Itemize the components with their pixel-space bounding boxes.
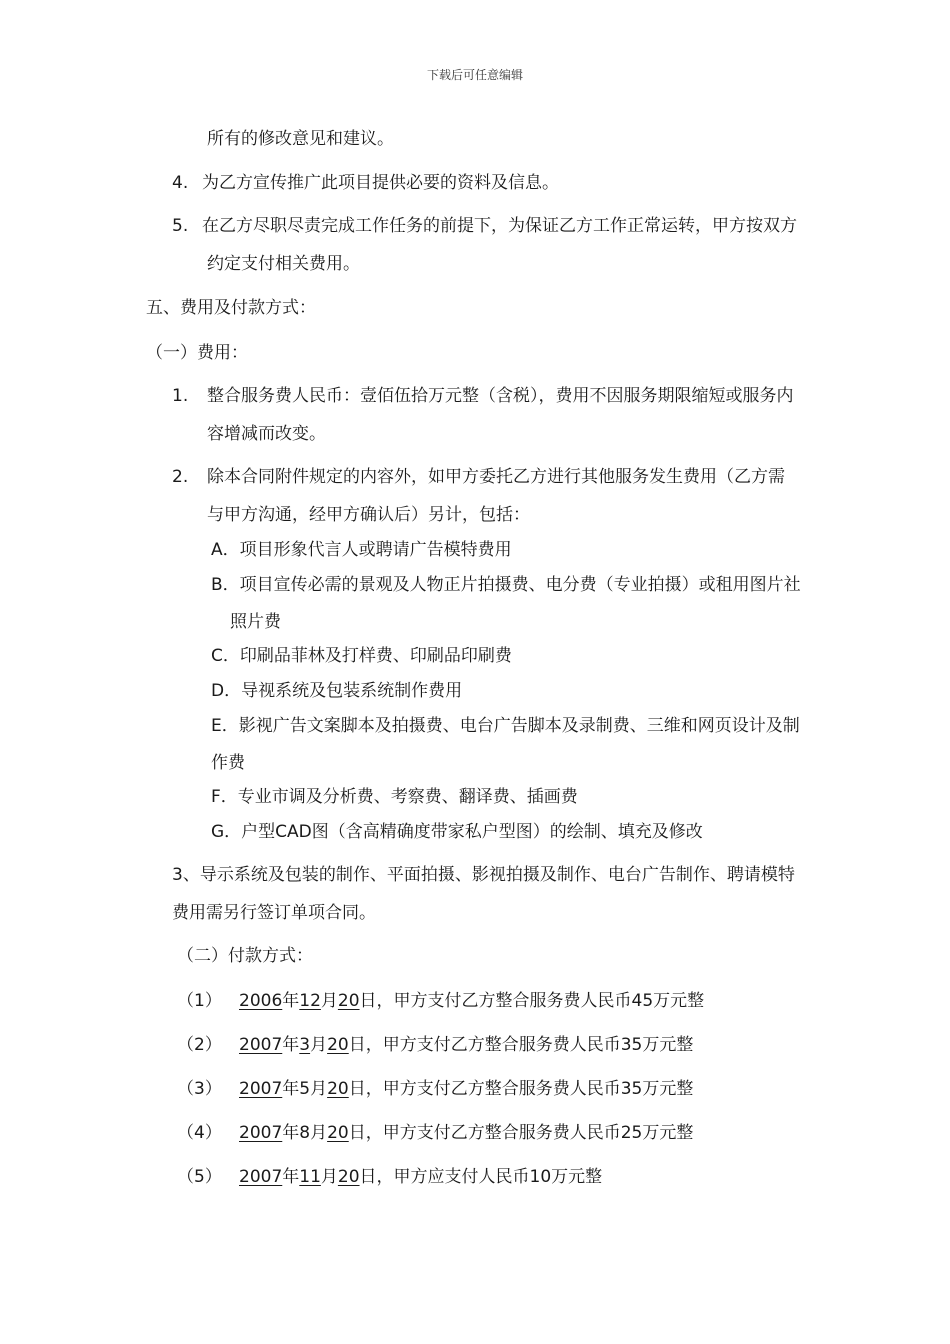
duty-3-continuation: 所有的修改意见和建议。: [207, 129, 394, 149]
payment-row: [177, 1166, 602, 1188]
payment-row: [177, 1078, 693, 1100]
payment-month: 5: [299, 1079, 311, 1099]
fee-item-1-number: 1.: [172, 386, 189, 406]
duty-4-number: 4.: [172, 173, 189, 193]
payment-year: 2007: [239, 1079, 283, 1099]
item-3: 3、导示系统及包装的制作、平面拍摄、影视拍摄及制作、电台广告制作、聘请模特: [172, 865, 795, 885]
fee-item-1: [172, 385, 794, 407]
month-char: 月: [320, 1167, 338, 1187]
payment-day: 20: [337, 991, 360, 1011]
payment-year: 2007: [239, 1123, 283, 1143]
payment-day: 20: [327, 1123, 349, 1143]
payment-year: 2007: [239, 1167, 283, 1187]
payment-text: 日，甲方支付乙方整合服务费人民币45万元整: [359, 991, 705, 1011]
fee-item-2: [172, 466, 785, 488]
payment-number: （1）: [177, 991, 222, 1011]
payment-title: （二）付款方式：: [177, 946, 313, 966]
item-3-continuation: 费用需另行签订单项合同。: [172, 903, 376, 923]
payment-month: 11: [299, 1167, 321, 1187]
duty-4-text: 为乙方宣传推广此项目提供必要的资料及信息。: [202, 173, 559, 193]
payment-number: （5）: [177, 1167, 222, 1187]
fee-item-2-text: 除本合同附件规定的内容外，如甲方委托乙方进行其他服务发生费用（乙方需: [207, 467, 785, 487]
payment-text: 日，甲方应支付人民币10万元整: [359, 1167, 603, 1187]
duty-5-text: 在乙方尽职尽责完成工作任务的前提下，为保证乙方工作正常运转，甲方按双方: [202, 216, 797, 236]
section-5-title: 五、费用及付款方式：: [146, 298, 316, 318]
sub-item-b: B．项目宣传必需的景观及人物正片拍摄费、电分费（专业拍摄）或租用图片社: [211, 575, 801, 595]
payment-row: [177, 1034, 693, 1056]
payment-year: 2006: [239, 991, 283, 1011]
year-char: 年: [282, 1167, 300, 1187]
year-char: 年: [282, 1123, 300, 1143]
year-char: 年: [282, 991, 300, 1011]
payment-text: 日，甲方支付乙方整合服务费人民币35万元整: [348, 1079, 694, 1099]
payment-number: （3）: [177, 1079, 222, 1099]
duty-5-number: 5.: [172, 216, 189, 236]
month-char: 月: [310, 1035, 328, 1055]
fee-item-2-continuation: 与甲方沟通，经甲方确认后）另计，包括：: [207, 505, 530, 525]
payment-day: 20: [327, 1079, 349, 1099]
payment-month: 8: [299, 1123, 311, 1143]
year-char: 年: [282, 1035, 300, 1055]
payment-day: 20: [327, 1035, 349, 1055]
sub-item-d: D．导视系统及包装系统制作费用: [211, 681, 463, 701]
sub-item-e-continuation: 作费: [211, 753, 245, 773]
sub-item-f: F．专业市调及分析费、考察费、翻译费、插画费: [211, 787, 578, 807]
month-char: 月: [310, 1079, 328, 1099]
payment-day: 20: [337, 1167, 360, 1187]
payment-row: [177, 990, 704, 1012]
sub-item-a: A．项目形象代言人或聘请广告模特费用: [211, 540, 512, 560]
page-header: 下载后可任意编辑: [426, 68, 523, 82]
payment-month: 12: [299, 991, 321, 1011]
payment-year: 2007: [239, 1035, 283, 1055]
month-char: 月: [320, 991, 338, 1011]
payment-text: 日，甲方支付乙方整合服务费人民币35万元整: [348, 1035, 694, 1055]
sub-item-e: E．影视广告文案脚本及拍摄费、电台广告脚本及录制费、三维和网页设计及制: [211, 716, 800, 736]
payment-month: 3: [299, 1035, 311, 1055]
payment-number: （2）: [177, 1035, 222, 1055]
payment-text: 日，甲方支付乙方整合服务费人民币25万元整: [348, 1123, 694, 1143]
fee-item-2-number: 2.: [172, 467, 189, 487]
duty-4: [172, 172, 559, 194]
payment-number: （4）: [177, 1123, 222, 1143]
duty-5: [172, 215, 797, 237]
sub-item-g: G．户型CAD图（含高精确度带家私户型图）的绘制、填充及修改: [211, 822, 703, 842]
fee-item-1-text: 整合服务费人民币：壹佰伍拾万元整（含税），费用不因服务期限缩短或服务内: [207, 386, 794, 406]
year-char: 年: [282, 1079, 300, 1099]
sub-item-c: C．印刷品菲林及打样费、印刷品印刷费: [211, 646, 512, 666]
payment-row: [177, 1122, 693, 1144]
month-char: 月: [310, 1123, 328, 1143]
sub-item-b-continuation: 照片费: [230, 612, 281, 632]
duty-5-continuation: 约定支付相关费用。: [207, 254, 360, 274]
fees-title: （一）费用：: [146, 343, 248, 363]
fee-item-1-continuation: 容增减而改变。: [207, 424, 326, 444]
